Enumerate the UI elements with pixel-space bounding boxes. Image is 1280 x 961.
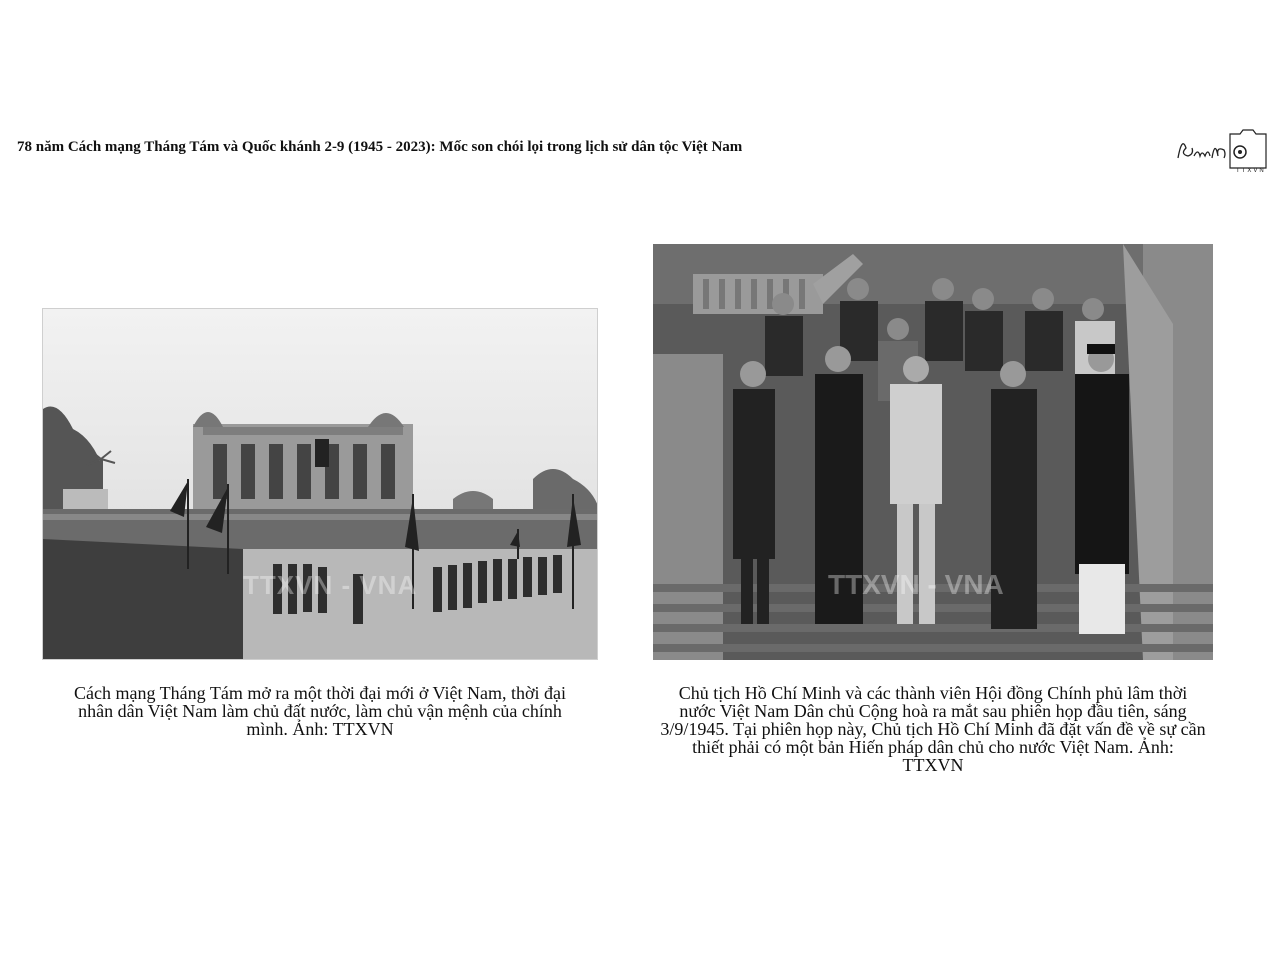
photo-right-caption: Chủ tịch Hồ Chí Minh và các thành viên Hội đồng Chính phủ lâm thời nước Việt Nam Dân chủ Cộng hoà ra mắt sau phiên họp đầu tiên, sáng 3/9/1945. Tại phiên họp này, Chủ tịch Hồ Chí Minh đã đặt vấn đề về sự cần thiết phải có một bản Hiến pháp dân chủ cho nước Việt Nam. Ảnh: TTXVN xyxy=(660,683,1206,775)
photo-august-revolution xyxy=(42,308,598,660)
page-title: 78 năm Cách mạng Tháng Tám và Quốc khánh 2-9 (1945 - 2023): Mốc son chói lọi trong lịch sử dân tộc Việt Nam xyxy=(17,139,743,155)
ban-anh-logo xyxy=(1172,128,1272,174)
photo-left-watermark: TTXVN - VNA xyxy=(243,570,418,600)
photo-provisional-government xyxy=(653,244,1213,660)
photo-right-watermark: TTXVN - VNA xyxy=(828,569,1004,600)
logo-sub-text: TTXVN xyxy=(1236,168,1266,174)
camera-icon xyxy=(1172,128,1272,174)
photo-left-caption: Cách mạng Tháng Tám mở ra một thời đại mới ở Việt Nam, thời đại nhân dân Việt Nam làm chủ đất nước, làm chủ vận mệnh của chính mình. Ảnh: TTXVN xyxy=(74,683,566,739)
